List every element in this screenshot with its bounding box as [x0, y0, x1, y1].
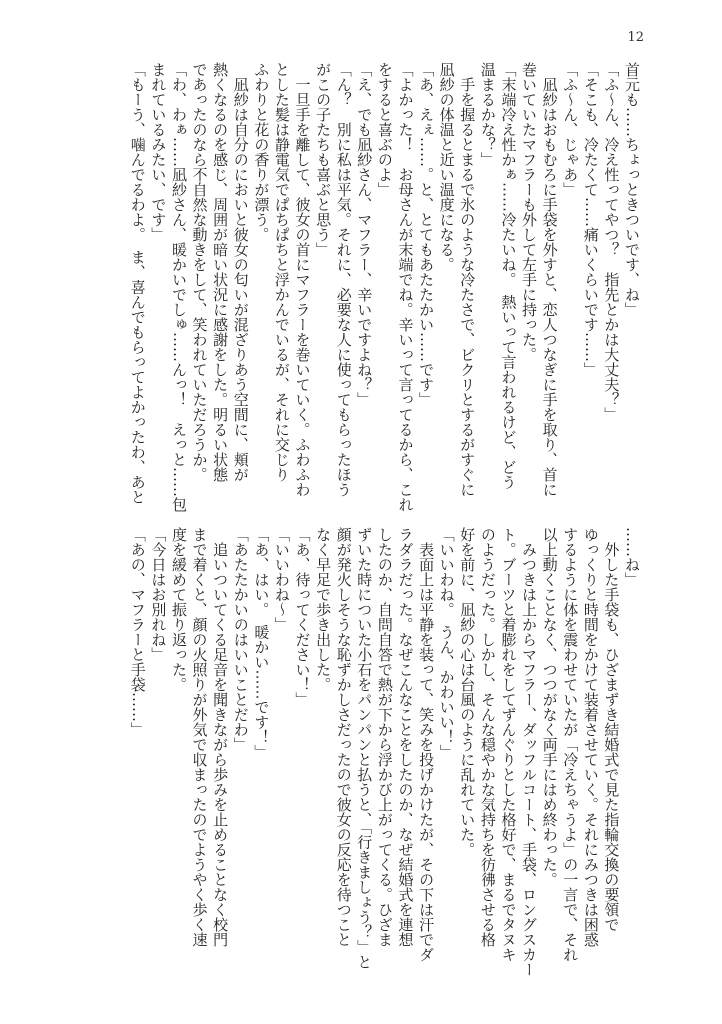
text-line: ラダラだった。なぜこんなことをしたのか、なぜ結婚式を連想 — [396, 527, 415, 947]
text-line: 「いいわね。 うん、かわいい！」 — [437, 527, 456, 760]
text-line: 「そこも、冷たくて……痛いくらいです……」 — [581, 62, 600, 377]
text-line: 「ん？ 別に私は平気。それに、必要な人に使ってもらったほう — [334, 62, 353, 497]
text-line: 「末端冷え性かぁ……冷たいね。 熱いって言われるけど、どう — [499, 62, 518, 490]
text-line: ふわりと花の香りが漂う。 — [252, 62, 271, 242]
text-line: 外した手袋も、ひざまずき結婚式で見た指輪交換の要領で — [602, 527, 621, 932]
text-line: 巻いていたマフラーも外して左手に持った。 — [520, 62, 539, 362]
page-number: 12 — [627, 30, 644, 45]
text-line: 一旦手を離して、彼女の首にマフラーを巻いていく。ふわふわ — [293, 62, 312, 497]
text-block-top — [127, 62, 642, 512]
text-line: 「ふ〜ん、じゃあ」 — [561, 62, 580, 197]
text-line: 凪紗は自分のにおいと彼女の匂いが混ざりあう空間に、頬が — [231, 62, 250, 482]
text-line: 度を緩めて振り返った。 — [169, 527, 188, 692]
text-line: であったのなら不自然な動きをして、笑われていただろうか。 — [190, 62, 209, 482]
text-line: 凪紗の体温と近い温度になる。 — [437, 62, 456, 272]
text-line: ト。ブーツと着膨れをしてずんぐりとした格好で、まるでタヌキ — [499, 527, 518, 962]
text-block-bottom — [127, 527, 642, 977]
text-line: ……ね」 — [623, 527, 641, 587]
text-line: 表面上は平静を装って、笑みを投げかけたが、その下は汗でダ — [417, 527, 436, 962]
text-line: 「ふ〜ん、冷え性ってやつ？ 指先とかは大丈夫？」 — [602, 62, 621, 422]
text-line: 首元も……ちょっときついです、ね」 — [623, 62, 641, 317]
text-line: 追いついてくる足音を聞きながら歩みを止めることなく校門 — [211, 527, 230, 947]
text-line: ゆっくりと時間をかけて装着させていく。それにみつきは困惑 — [581, 527, 600, 947]
text-line: ずいた時についた小石をパンパンと払うと、「行きましょう？」と — [355, 527, 374, 970]
text-line: したのか、自問自答で熱が下から浮かび上がってくる。ひざま — [375, 527, 394, 947]
text-line: まれているみたい、です」 — [149, 62, 168, 242]
text-line: のようだった。しかし、そんな穏やかな気持ちを彷彿させる格 — [478, 527, 497, 947]
text-line: 「え、でも凪紗さん、マフラー、辛いですよね？」 — [355, 62, 374, 407]
text-line: 「あ、待ってください！」 — [293, 527, 312, 707]
text-line: 「わ、わぁ……凪紗さん、暖かいでしゅ……んっ！ えっと……包 — [169, 62, 188, 512]
text-line: とした髪は静電気でぱちぱちと浮かんでいるが、それに交じり — [272, 62, 291, 482]
text-line: 「よかった！ お母さんが末端でね。辛いって言ってるから、これ — [396, 62, 415, 512]
text-line: なく早足で歩き出した。 — [314, 527, 333, 692]
text-line: 顔が発火しそうな恥ずかしさだったので彼女の反応を待つこと — [334, 527, 353, 947]
text-line: 「あたたかいのはいいことだわ」 — [231, 527, 250, 752]
text-line: まで着くと、顔の火照りが外気で収まったのでようやく歩く速 — [190, 527, 209, 947]
text-line: 凪紗はおもむろに手袋を外すと、恋人つなぎに手を取り、首に — [540, 62, 559, 497]
text-line: 「もーう、噛んでるわよ。 ま、喜んでもらってよかったわ、あと — [128, 62, 147, 505]
text-line: 「あの、マフラーと手袋……」 — [128, 527, 147, 737]
text-line: 以上動くことなく、つつがなく両手にはめ終わった。 — [540, 527, 559, 887]
text-line: するように体を震わせていたが「冷えちゃうよ」の一言で、それ — [561, 527, 580, 962]
text-line: 「今日はお別れね」 — [149, 527, 168, 662]
text-line: がこの子たちも喜ぶと思う」 — [314, 62, 333, 257]
text-line: をすると喜ぶのよ」 — [375, 62, 394, 197]
text-line: 温まるかな？」 — [478, 62, 497, 167]
text-line: 手を握るとまるで氷のような冷たさで、ビクリとするがすぐに — [458, 62, 477, 497]
text-line: 「あ、はい。 暖かい……です！」 — [252, 527, 271, 760]
text-line: 好を前に、凪紗の心は台風のように乱れていた。 — [458, 527, 477, 857]
text-line: 「あ、えぇ……。と、とてもあたたかい……です」 — [417, 62, 436, 407]
text-line: 熱くなるのを感じ、周囲が暗い状況に感謝をした。明るい状態 — [211, 62, 230, 482]
text-line: みつきは上からマフラー、ダッフルコート、手袋、ロングスカー — [520, 527, 539, 977]
text-line: 「いいわね〜」 — [272, 527, 291, 632]
